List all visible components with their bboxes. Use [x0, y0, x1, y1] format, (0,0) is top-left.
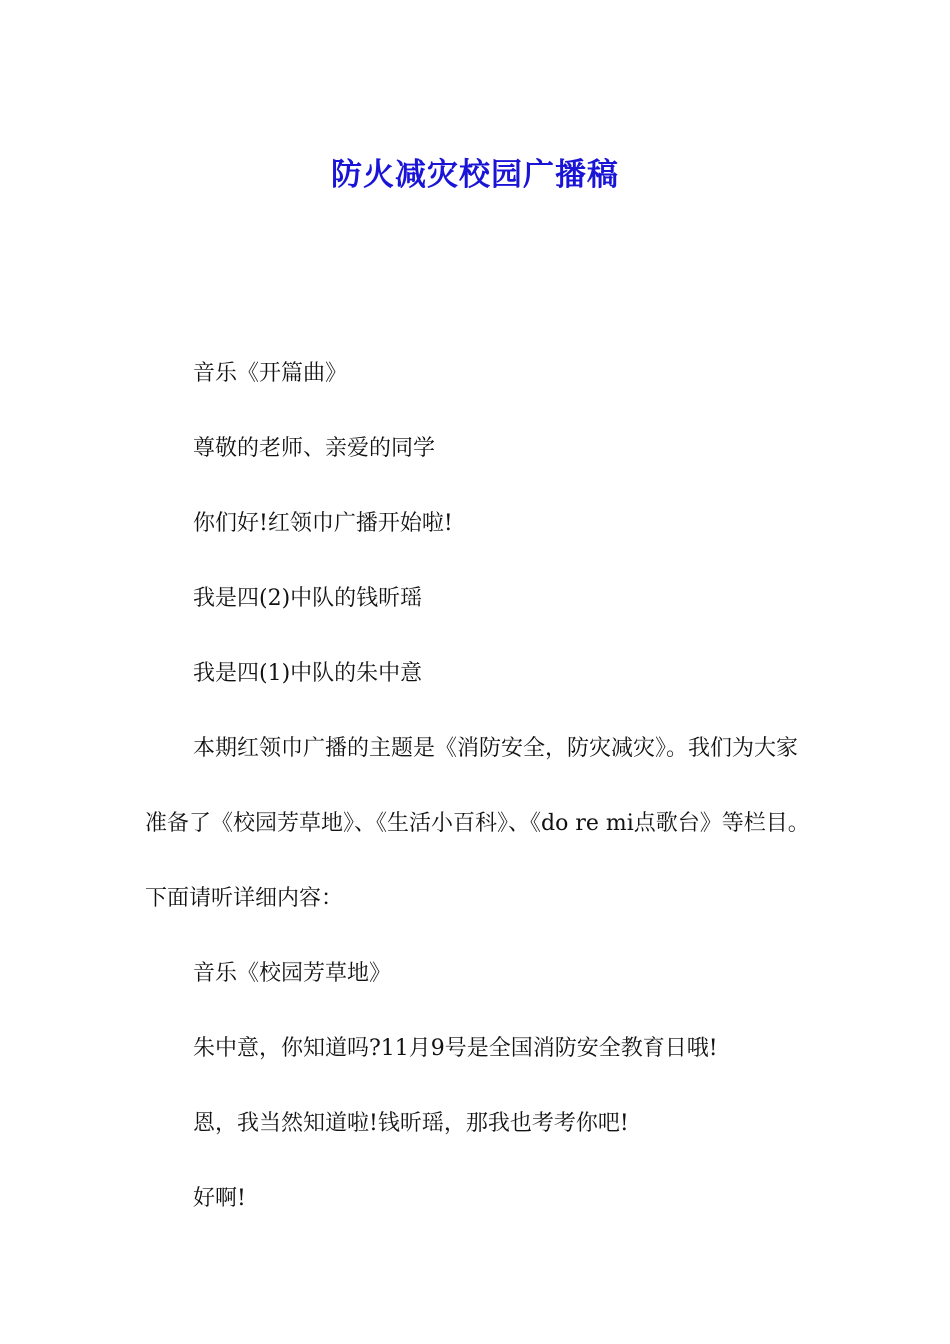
paragraph-hello: 你们好!红领巾广播开始啦!: [193, 511, 453, 536]
paragraph-dialogue-2: 恩，我当然知道啦!钱昕瑶，那我也考考你吧!: [193, 1111, 629, 1136]
paragraph-theme: 本期红领巾广播的主题是《消防安全，防灾减灾》。我们为大家准备了《校园芳草地》、《生活小百科》、《do re mi点歌台》等栏目。下面请听详细内容：: [145, 736, 810, 911]
paragraph-dialogue-3: 好啊!: [193, 1186, 246, 1211]
paragraph-host-1: 我是四(2)中队的钱昕瑶: [193, 586, 423, 611]
paragraph-greeting: 尊敬的老师、亲爱的同学: [193, 436, 436, 461]
document-body: [145, 336, 810, 1236]
paragraph-section-music: 音乐《校园芳草地》: [193, 961, 392, 986]
paragraph-opening-music: 音乐《开篇曲》: [193, 361, 348, 386]
document-title: 防火减灾校园广播稿: [331, 156, 619, 193]
paragraph-host-2: 我是四(1)中队的朱中意: [193, 661, 423, 686]
paragraph-dialogue-1: 朱中意，你知道吗?11月9号是全国消防安全教育日哦!: [193, 1036, 718, 1061]
